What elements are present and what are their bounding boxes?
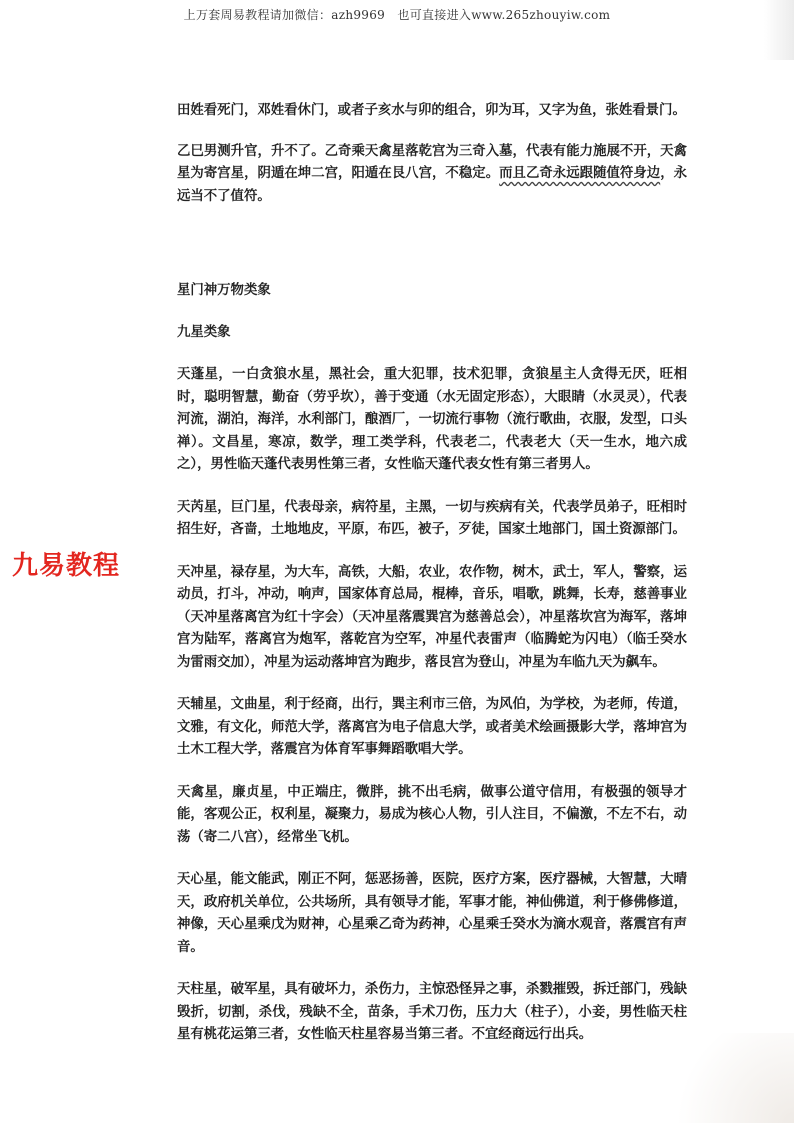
intro-paragraph-2 bbox=[177, 141, 687, 209]
intro-paragraph-2-text: 乙巳男测升官，升不了。乙奇乘天禽星落乾宫为三奇入墓，代表有能力施展不开，天禽星为寄宫星，阴遁在坤二宫，阳遁在艮八宫，不稳定。 bbox=[177, 143, 687, 181]
watermark-logo: 九易教程 bbox=[12, 551, 121, 581]
intro-paragraph-1: 田姓看死门，邓姓看休门，或者子亥水与卯的组合，卯为耳，又字为鱼，张姓看景门。 bbox=[177, 103, 686, 118]
document-body bbox=[177, 100, 687, 1047]
handwritten-underline-phrase: 而且乙奇永远跟随值符身边 bbox=[499, 166, 661, 181]
star-paragraph-tianfu: 天辅星，文曲星，利于经商，出行，巽主利市三倍，为风伯，为学校，为老师，传道，文雅，有文化，师范大学，落离宫为电子信息大学，或者美术绘画摄影大学，落坤宫为土木工程大学，落震宫为体育军事舞蹈歌唱大学。 bbox=[177, 697, 687, 757]
subsection-title: 九星类象 bbox=[177, 325, 231, 340]
star-paragraph-tianchong: 天冲星，禄存星，为大车，高铁，大船，农业，农作物，树木，武士，军人，警察，运动员，打斗，冲动，响声，国家体育总局，棍棒，音乐，唱歌，跳舞，长寿，慈善事业（天冲星落离宫为红十字会）（天冲星落震巽宫为慈善总会），冲星落坎宫为海军，落坤宫为陆军，落离宫为炮军，落乾宫为空军，冲星代表雷声（临腾蛇为闪电）（临壬癸水为雷雨交加），冲星为运动落坤宫为跑步，落艮宫为登山，冲星为车临九天为飙车。 bbox=[177, 564, 687, 670]
star-paragraph-tianrui: 天芮星，巨门星，代表母亲，病符星，主黑，一切与疾病有关，代表学员弟子，旺相时招生好，吝啬，土地地皮，平原，布匹，被子，歹徒，国家土地部门，国土资源部门。 bbox=[177, 499, 687, 537]
star-paragraph-tianpeng: 天蓬星，一白贪狼水星，黑社会，重大犯罪，技术犯罪，贪狼星主人贪得无厌，旺相时，聪明智慧，勤奋（劳乎坎），善于变通（水无固定形态），大眼睛（水灵灵），代表河流，湖泊，海洋，水利部门，酿酒厂，一切流行事物（流行歌曲，衣服，发型，口头禅）。文昌星，寒凉，数学，理工类学科，代表老二，代表老大（天一生水，地六成之），男性临天蓬代表男性第三者，女性临天蓬代表女性有第三者男人。 bbox=[177, 367, 687, 472]
intro-paragraph-2-tail: ，永远当不了值符。 bbox=[177, 166, 687, 204]
page-header: 上万套周易教程请加微信：azh9969 也可直接进入www.265zhouyiw.com bbox=[183, 8, 611, 22]
star-paragraph-tianxin: 天心星，能文能武，刚正不阿，惩恶扬善，医院，医疗方案，医疗器械，大智慧，大晴天，政府机关单位，公共场所，具有领导才能，军事才能，神仙佛道，利于修佛修道，神像，天心星乘戊为财神，心星乘乙奇为药神，心星乘壬癸水为滴水观音，落震宫有声音。 bbox=[177, 872, 687, 955]
scan-corner-stain bbox=[654, 1033, 794, 1123]
star-paragraph-tianqin: 天禽星，廉贞星，中正端庄，微胖，挑不出毛病，做事公道守信用，有极强的领导才能，客观公正，权利星，凝聚力，易成为核心人物，引人注目，不偏激，不左不右，动荡（寄二八宫），经常坐飞机。 bbox=[177, 784, 687, 845]
star-paragraph-tianzhu: 天柱星，破军星，具有破坏力，杀伤力，主惊恐怪异之事，杀戮摧毁，拆迁部门，残缺毁折，切割，杀伐，残缺不全，苗条，手术刀伤，压力大（柱子），小妾，男性临天柱星有桃花运第三者，女性临天柱星容易当第三者。不宜经商远行出兵。 bbox=[177, 982, 687, 1042]
section-title: 星门神万物类象 bbox=[177, 283, 271, 298]
